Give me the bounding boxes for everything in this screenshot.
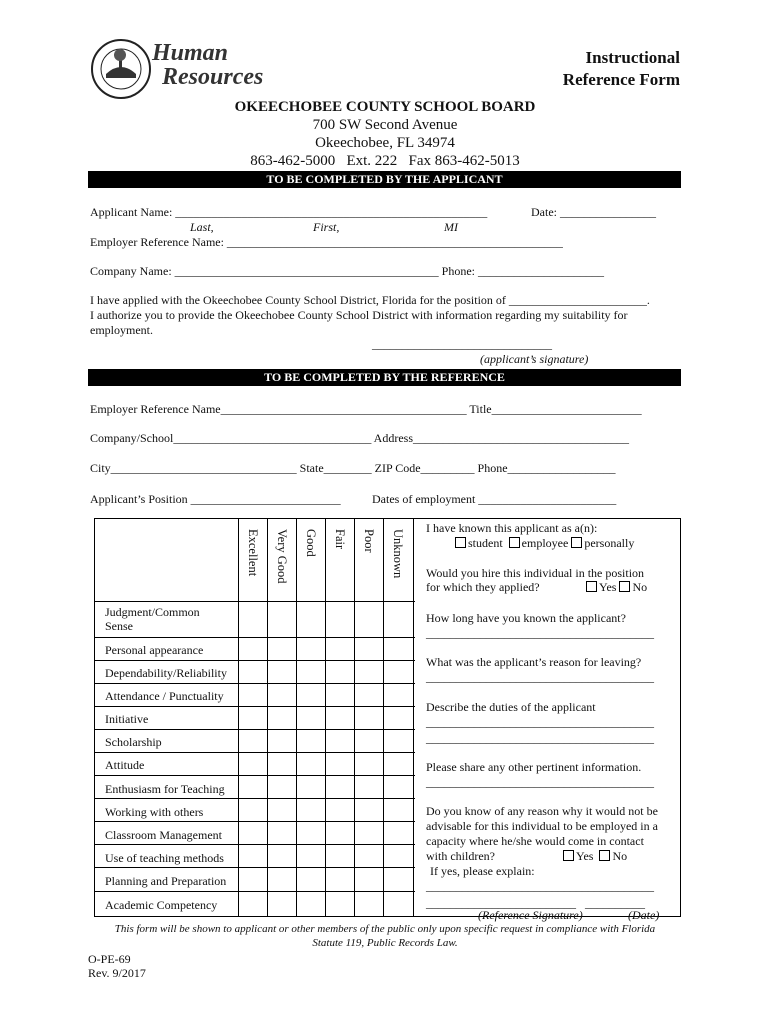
row-divider: [95, 601, 415, 602]
col-excellent: Excellent: [246, 529, 260, 577]
hire-yes-checkbox[interactable]: [586, 581, 597, 592]
address-line-2: Okeechobee, FL 34974: [315, 135, 455, 151]
form-id: O-PE-69: [88, 952, 131, 966]
row-divider: [95, 660, 415, 661]
other-info-question: Please share any other pertinent information.: [426, 760, 642, 774]
applicant-date-field[interactable]: Date: ________________: [531, 205, 656, 219]
hire-options: [586, 580, 647, 595]
personally-checkbox[interactable]: [571, 537, 582, 548]
if-yes-explain: If yes, please explain:: [430, 864, 535, 878]
grid-divider: [325, 519, 326, 916]
student-label: student: [468, 536, 503, 550]
reason-no-checkbox[interactable]: [599, 850, 610, 861]
duties-question: Describe the duties of the applicant: [426, 700, 596, 714]
name-last-caption: Last,: [190, 220, 214, 234]
row-divider: [95, 752, 415, 753]
employee-label: employee: [521, 536, 569, 550]
personally-label: personally: [584, 536, 635, 550]
row-divider: [95, 729, 415, 730]
hire-no-label: No: [632, 580, 648, 594]
row-attitude: Attitude: [105, 758, 145, 772]
applicant-signature-caption: (applicant’s signature): [480, 352, 589, 366]
applicants-position-field[interactable]: Applicant’s Position _________________________: [90, 492, 341, 506]
name-first-caption: First,: [313, 220, 340, 234]
row-dependability: Dependability/Reliability: [105, 666, 227, 680]
col-good: Good: [304, 529, 318, 557]
hire-question-1: Would you hire this individual in the position: [426, 566, 645, 580]
form-title-line-1: Instructional: [585, 48, 680, 67]
reference-signature-field[interactable]: _________________________ __________: [426, 896, 645, 910]
other-info-answer[interactable]: ______________________________________: [426, 775, 654, 789]
hr-logo: [90, 38, 280, 98]
logo-text-resources: Resources: [162, 64, 264, 90]
reason-yes-checkbox[interactable]: [563, 850, 574, 861]
city-state-zip-phone-field[interactable]: City_______________________________ State________ ZIP Code_________ Phone__________________: [90, 461, 616, 475]
authorization-text-2: I authorize you to provide the Okeechobee County School District with information regarding my suitability for: [90, 308, 628, 322]
col-very-good: Very Good: [275, 529, 289, 584]
col-poor: Poor: [362, 529, 376, 553]
company-address-field[interactable]: Company/School_________________________________ Address____________________________________: [90, 431, 629, 445]
student-checkbox[interactable]: [455, 537, 466, 548]
employee-checkbox[interactable]: [509, 537, 520, 548]
form-title: [558, 47, 680, 91]
employer-reference-title-field[interactable]: Employer Reference Name_________________________________________ Title_________________________: [90, 402, 642, 416]
reference-date-caption: (Date): [628, 908, 660, 922]
known-as-question: I have known this applicant as a(n):: [426, 521, 598, 535]
applicant-signature-field[interactable]: ______________________________: [372, 337, 552, 351]
reason-yes-label: Yes: [576, 849, 594, 863]
row-judgment: Judgment/Common Sense: [105, 605, 200, 633]
col-unknown: Unknown: [391, 529, 405, 579]
authorization-text-1: I have applied with the Okeechobee County School District, Florida for the position of _______________________.: [90, 293, 650, 307]
how-long-answer[interactable]: ______________________________________: [426, 626, 654, 640]
row-divider: [95, 706, 415, 707]
phone-line: 863-462-5000 Ext. 222 Fax 863-462-5013: [250, 153, 520, 169]
row-scholarship: Scholarship: [105, 735, 162, 749]
reference-section-bar: TO BE COMPLETED BY THE REFERENCE: [88, 369, 681, 386]
dates-of-employment-field[interactable]: Dates of employment _______________________: [372, 492, 617, 506]
grid-divider: [296, 519, 297, 916]
hire-no-checkbox[interactable]: [619, 581, 630, 592]
duties-answer-1[interactable]: ______________________________________: [426, 715, 654, 729]
hire-yes-label: Yes: [599, 580, 617, 594]
row-divider: [95, 844, 415, 845]
logo-text-human: Human: [152, 40, 229, 66]
how-long-question: How long have you known the applicant?: [426, 611, 626, 625]
grid-divider: [354, 519, 355, 916]
row-initiative: Initiative: [105, 712, 149, 726]
grid-divider: [413, 519, 414, 916]
form-title-line-2: Reference Form: [562, 70, 680, 89]
row-divider: [95, 798, 415, 799]
reference-signature-caption: (Reference Signature): [478, 908, 583, 922]
reason-question-3: capacity where he/she would come in contact: [426, 834, 644, 848]
reason-question-1: Do you know of any reason why it would not be: [426, 804, 658, 818]
reason-question-2: advisable for this individual to be employed in a: [426, 819, 658, 833]
notice-line-2: Statute 119, Public Records Law.: [312, 937, 458, 949]
address-line-1: 700 SW Second Avenue: [312, 117, 458, 133]
row-divider: [95, 867, 415, 868]
row-divider: [95, 775, 415, 776]
reason-leaving-answer[interactable]: ______________________________________: [426, 670, 654, 684]
reason-options: [563, 849, 627, 864]
grid-divider: [238, 519, 239, 916]
row-personal-appearance: Personal appearance: [105, 643, 204, 657]
row-academic-competency: Academic Competency: [105, 898, 218, 912]
org-name: OKEECHOBEE COUNTY SCHOOL BOARD: [234, 99, 536, 115]
row-divider: [95, 637, 415, 638]
row-attendance: Attendance / Punctuality: [105, 689, 224, 703]
col-fair: Fair: [333, 529, 347, 550]
row-enthusiasm: Enthusiasm for Teaching: [105, 782, 225, 796]
reason-leaving-question: What was the applicant’s reason for leaving?: [426, 655, 642, 669]
explain-answer[interactable]: ______________________________________: [426, 879, 654, 893]
row-working-with-others: Working with others: [105, 805, 204, 819]
applicant-section-bar: TO BE COMPLETED BY THE APPLICANT: [88, 171, 681, 188]
notice-line-1: This form will be shown to applicant or other members of the public only upon specific request in compliance with Florida: [114, 923, 656, 935]
reason-question-4: with children?: [426, 849, 495, 863]
row-divider: [95, 683, 415, 684]
authorization-text-3: employment.: [90, 323, 153, 337]
grid-divider: [383, 519, 384, 916]
name-mi-caption: MI: [444, 220, 458, 234]
grid-divider: [267, 519, 268, 916]
applicant-name-field[interactable]: Applicant Name: ____________________________________________________: [90, 205, 488, 219]
reason-no-label: No: [612, 849, 628, 863]
row-planning: Planning and Preparation: [105, 874, 227, 888]
row-teaching-methods: Use of teaching methods: [105, 851, 224, 865]
hire-question-2: for which they applied?: [426, 580, 540, 594]
known-as-options: [455, 536, 634, 551]
row-divider: [95, 821, 415, 822]
row-divider: [95, 891, 415, 892]
form-revision: Rev. 9/2017: [88, 966, 146, 980]
row-classroom-management: Classroom Management: [105, 828, 222, 842]
public-records-notice: [0, 922, 770, 950]
employer-reference-name-field[interactable]: Employer Reference Name: ________________________________________________________: [90, 235, 563, 249]
company-phone-field[interactable]: Company Name: ____________________________________________ Phone: _____________________: [90, 264, 604, 278]
duties-answer-2[interactable]: ______________________________________: [426, 731, 654, 745]
